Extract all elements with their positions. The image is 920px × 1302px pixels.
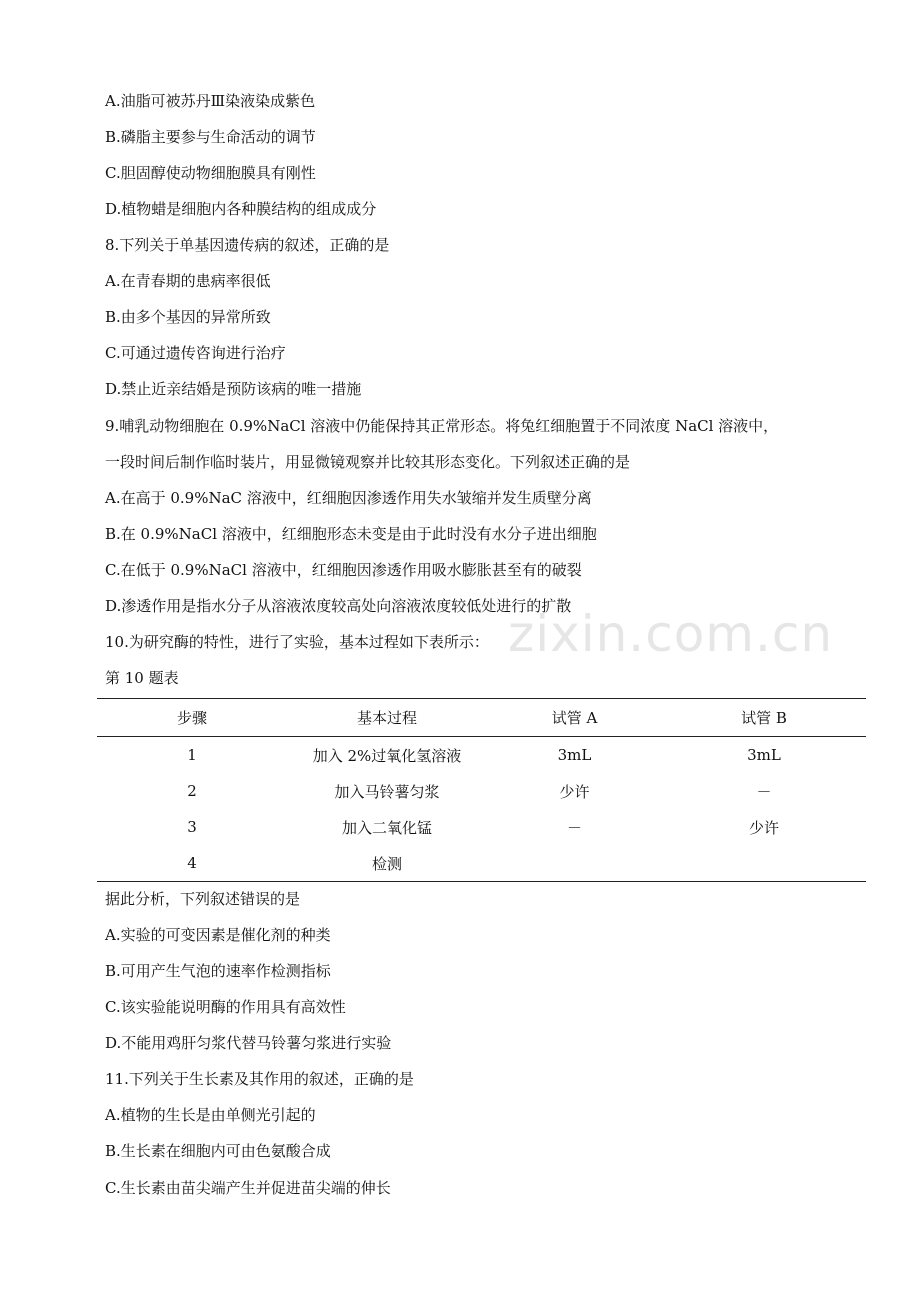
question-line: 据此分析，下列叙述错误的是 — [105, 890, 301, 908]
option-line: B.在 0.9%NaCl 溶液中，红细胞形态未变是由于此时没有水分子进出细胞 — [105, 525, 597, 543]
option-line: C.生长素由苗尖端产生并促进苗尖端的伸长 — [105, 1179, 391, 1197]
question-line: 10.为研究酶的特性，进行了实验，基本过程如下表所示： — [105, 633, 489, 651]
table-cell: － — [756, 782, 772, 801]
table-cell: 少许 — [559, 782, 590, 801]
table-header-cell: 基本过程 — [356, 709, 417, 727]
option-line: D.不能用鸡肝匀浆代替马铃薯匀浆进行实验 — [105, 1034, 392, 1052]
option-line: D.植物蜡是细胞内各种膜结构的组成成分 — [105, 200, 377, 218]
table-cell: 3 — [187, 818, 197, 836]
option-line: D.禁止近亲结婚是预防该病的唯一措施 — [105, 380, 362, 398]
table-cell: 2 — [187, 782, 197, 800]
table-header-row — [97, 699, 866, 737]
table-cell: 4 — [187, 854, 197, 872]
option-line: A.油脂可被苏丹Ⅲ染液染成紫色 — [105, 92, 316, 110]
experiment-table — [97, 698, 866, 882]
table-row — [97, 773, 866, 809]
table-cell: 检测 — [371, 854, 402, 873]
table-row — [97, 845, 866, 881]
option-line: B.由多个基因的异常所致 — [105, 308, 271, 326]
table-cell: 加入马铃薯匀浆 — [334, 782, 440, 801]
table-row — [97, 737, 866, 773]
table-cell: 少许 — [748, 818, 779, 837]
option-line: B.磷脂主要参与生命活动的调节 — [105, 128, 316, 146]
watermark: zixin.com.cn — [508, 605, 834, 663]
table-caption: 第 10 题表 — [105, 669, 179, 687]
option-line: A.在高于 0.9%NaC 溶液中，红细胞因渗透作用失水皱缩并发生质壁分离 — [105, 489, 592, 507]
table-cell: － — [566, 818, 582, 837]
table-cell: 加入 2%过氧化氢溶液 — [312, 746, 462, 765]
table-cell: 3mL — [747, 746, 781, 764]
question-line: 9.哺乳动物细胞在 0.9%NaCl 溶液中仍能保持其正常形态。将兔红细胞置于不同浓度 NaCl 溶液中， — [105, 417, 779, 435]
option-line: C.胆固醇使动物细胞膜具有刚性 — [105, 164, 316, 182]
option-line: D.渗透作用是指水分子从溶液浓度较高处向溶液浓度较低处进行的扩散 — [105, 597, 572, 615]
table-cell: 加入二氧化锰 — [341, 818, 432, 837]
option-line: A.植物的生长是由单侧光引起的 — [105, 1106, 316, 1124]
table-header-cell: 试管 B — [741, 709, 787, 727]
option-line: C.该实验能说明酶的作用具有高效性 — [105, 998, 346, 1016]
option-line: A.实验的可变因素是催化剂的种类 — [105, 926, 331, 944]
option-line: C.在低于 0.9%NaCl 溶液中，红细胞因渗透作用吸水膨胀甚至有的破裂 — [105, 561, 582, 579]
table-header-cell: 步骤 — [176, 709, 207, 727]
table-row — [97, 809, 866, 845]
option-line: C.可通过遗传咨询进行治疗 — [105, 344, 286, 362]
option-line: A.在青春期的患病率很低 — [105, 272, 271, 290]
question-line: 11.下列关于生长素及其作用的叙述，正确的是 — [105, 1070, 414, 1088]
question-line: 一段时间后制作临时装片，用显微镜观察并比较其形态变化。下列叙述正确的是 — [105, 453, 631, 471]
table-cell: 3mL — [557, 746, 592, 764]
table-cell: 1 — [187, 746, 197, 764]
option-line: B.生长素在细胞内可由色氨酸合成 — [105, 1142, 331, 1160]
table-header-cell: 试管 A — [551, 709, 598, 727]
option-line: B.可用产生气泡的速率作检测指标 — [105, 962, 331, 980]
question-line: 8.下列关于单基因遗传病的叙述，正确的是 — [105, 236, 390, 254]
